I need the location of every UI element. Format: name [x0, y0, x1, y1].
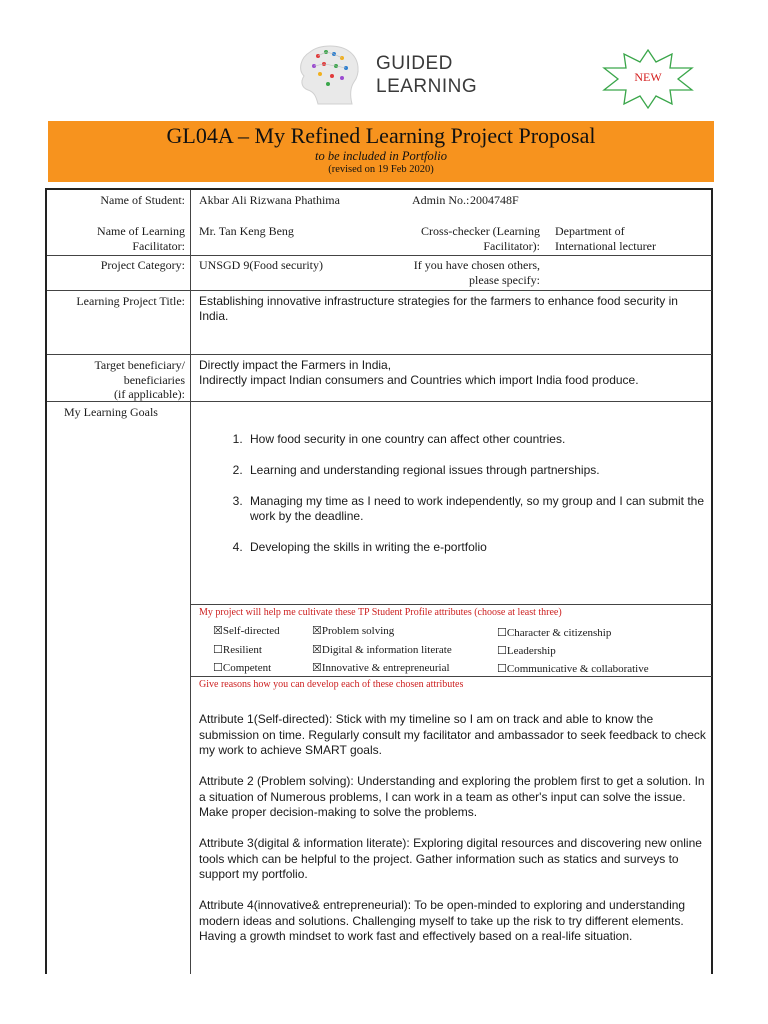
- facilitator-label: [50, 224, 185, 253]
- checkbox-label: Innovative & entrepreneurial: [321, 662, 450, 674]
- head-silhouette-icon: [288, 40, 372, 106]
- project-category-value[interactable]: UNSGD 9(Food security): [199, 258, 323, 272]
- admin-no-label: Admin No.:: [412, 193, 470, 207]
- learning-goals-list: [218, 432, 726, 571]
- facilitator-label-line-2: Facilitator:: [132, 238, 185, 253]
- row-divider: [47, 354, 712, 355]
- checkbox-label: Communicative & collaborative: [506, 663, 649, 675]
- checkbox-label: Digital & information literate: [321, 644, 452, 656]
- checkbox-innovative[interactable]: [312, 661, 450, 675]
- crosschecker-value[interactable]: [555, 224, 656, 253]
- page-title: GL04A – My Refined Learning Project Proposal: [166, 123, 596, 148]
- empty-box-icon: ☐: [497, 662, 507, 675]
- crosschecker-value-line-2: International lecturer: [555, 238, 656, 253]
- crosschecker-value-line-1: Department of: [555, 224, 625, 238]
- checked-box-icon: ☒: [312, 643, 322, 656]
- empty-box-icon: ☐: [213, 643, 223, 656]
- attribute-reason-4[interactable]: Attribute 4(innovative& entrepreneurial): To be open-minded to exploring and understanding modern ideas and solutions. Challenging myself to take up the risk to try different elements. Having a growth mindset to work fast and effectively based on a real-life situation.: [199, 898, 686, 943]
- checkbox-leadership[interactable]: [497, 644, 556, 658]
- attributes-prompt: My project will help me cultivate these TP Student Profile attributes (choose at least three): [199, 607, 562, 618]
- checkbox-problem-solving[interactable]: [312, 624, 394, 638]
- logo-line-1: GUIDED: [376, 53, 453, 74]
- attribute-reason-1[interactable]: Attribute 1(Self-directed): Stick with my timeline so I am on track and able to know the submission on time. Regularly consult my facilitator and ambassador to seek feedback to check my work to achieve SMART goals.: [199, 712, 706, 757]
- beneficiary-label-line-1: Target beneficiary/: [94, 358, 185, 372]
- checkbox-communicative[interactable]: [497, 662, 649, 676]
- attribute-reason-3[interactable]: Attribute 3(digital & information literate): Exploring digital resources and discovering new online tools which can be helpful to the project. Gather information such as statics and surveys to support my portfolio.: [199, 836, 702, 881]
- others-label-line-2: please specify:: [469, 272, 540, 287]
- learning-goals-label: My Learning Goals: [64, 405, 158, 419]
- attribute-reason-2[interactable]: Attribute 2 (Problem solving): Understanding and exploring the problem first to get a solution. In a situation of Numerous problems, I can work in a team as other's input can solve the issue. Make proper decision-making to solve the problems.: [199, 774, 705, 819]
- student-name-value[interactable]: Akbar Ali Rizwana Phathima: [199, 193, 340, 207]
- beneficiary-label-line-2: beneficiaries: [123, 372, 185, 387]
- others-label: [370, 258, 540, 287]
- checkbox-label: Character & citizenship: [506, 627, 612, 639]
- checkbox-label: Leadership: [506, 645, 556, 657]
- beneficiary-value-line-2: Indirectly impact Indian consumers and Countries which import India food produce.: [199, 372, 639, 387]
- reasons-prompt: Give reasons how you can develop each of these chosen attributes: [199, 679, 464, 690]
- guided-learning-logo: [288, 40, 480, 106]
- logo-line-2: LEARNING: [376, 76, 478, 97]
- beneficiary-label: [50, 358, 185, 402]
- student-name-label: Name of Student:: [100, 193, 185, 207]
- checkbox-resilient[interactable]: [213, 643, 262, 657]
- new-badge: [600, 48, 696, 110]
- empty-box-icon: ☐: [497, 626, 507, 639]
- empty-box-icon: ☐: [497, 644, 507, 657]
- checkbox-label: Competent: [222, 662, 272, 674]
- checkbox-label: Self-directed: [222, 625, 280, 637]
- checkbox-character[interactable]: [497, 626, 611, 640]
- row-divider: [47, 290, 712, 291]
- revision-note: (revised on 19 Feb 2020): [328, 164, 434, 175]
- row-divider: [191, 604, 712, 605]
- beneficiary-value-line-1: Directly impact the Farmers in India,: [199, 358, 392, 372]
- checkbox-label: Problem solving: [321, 625, 395, 637]
- others-label-line-1: If you have chosen others,: [413, 258, 540, 272]
- project-title-value[interactable]: Establishing innovative infrastructure strategies for the farmers to enhance food security in India.: [199, 294, 678, 323]
- logo-wordmark: [376, 52, 477, 98]
- list-item[interactable]: 4. Developing the skills in writing the e-portfolio: [246, 540, 726, 555]
- beneficiary-value[interactable]: [199, 358, 707, 387]
- crosschecker-label: [380, 224, 540, 253]
- admin-no-value[interactable]: 2004748F: [470, 193, 519, 207]
- checkbox-competent[interactable]: [213, 661, 271, 675]
- crosschecker-label-line-2: Facilitator):: [483, 238, 540, 253]
- checked-box-icon: ☒: [312, 661, 322, 674]
- checked-box-icon: ☒: [312, 624, 322, 637]
- checkbox-label: Resilient: [222, 644, 262, 656]
- empty-box-icon: ☐: [213, 661, 223, 674]
- list-item[interactable]: 3. Managing my time as I need to work independently, so my group and I can submit the work by the deadline.: [246, 494, 726, 524]
- badge-label: NEW: [634, 70, 662, 84]
- page-subtitle: to be included in Portfolio: [315, 149, 447, 163]
- project-category-label: Project Category:: [100, 258, 185, 272]
- title-band: [48, 121, 714, 182]
- checkbox-digital-literate[interactable]: [312, 643, 452, 657]
- beneficiary-label-line-3: (if applicable):: [114, 387, 185, 401]
- row-divider: [47, 255, 712, 256]
- column-divider: [190, 190, 191, 974]
- list-item[interactable]: 1. How food security in one country can affect other countries.: [246, 432, 726, 447]
- crosschecker-label-line-1: Cross-checker (Learning: [421, 224, 540, 238]
- checked-box-icon: ☒: [213, 624, 223, 637]
- row-divider: [191, 676, 712, 677]
- facilitator-value[interactable]: Mr. Tan Keng Beng: [199, 224, 294, 238]
- project-title-label: Learning Project Title:: [76, 294, 185, 308]
- facilitator-label-line-1: Name of Learning: [97, 224, 185, 238]
- checkbox-self-directed[interactable]: [213, 624, 280, 638]
- list-item[interactable]: 2. Learning and understanding regional issues through partnerships.: [246, 463, 726, 478]
